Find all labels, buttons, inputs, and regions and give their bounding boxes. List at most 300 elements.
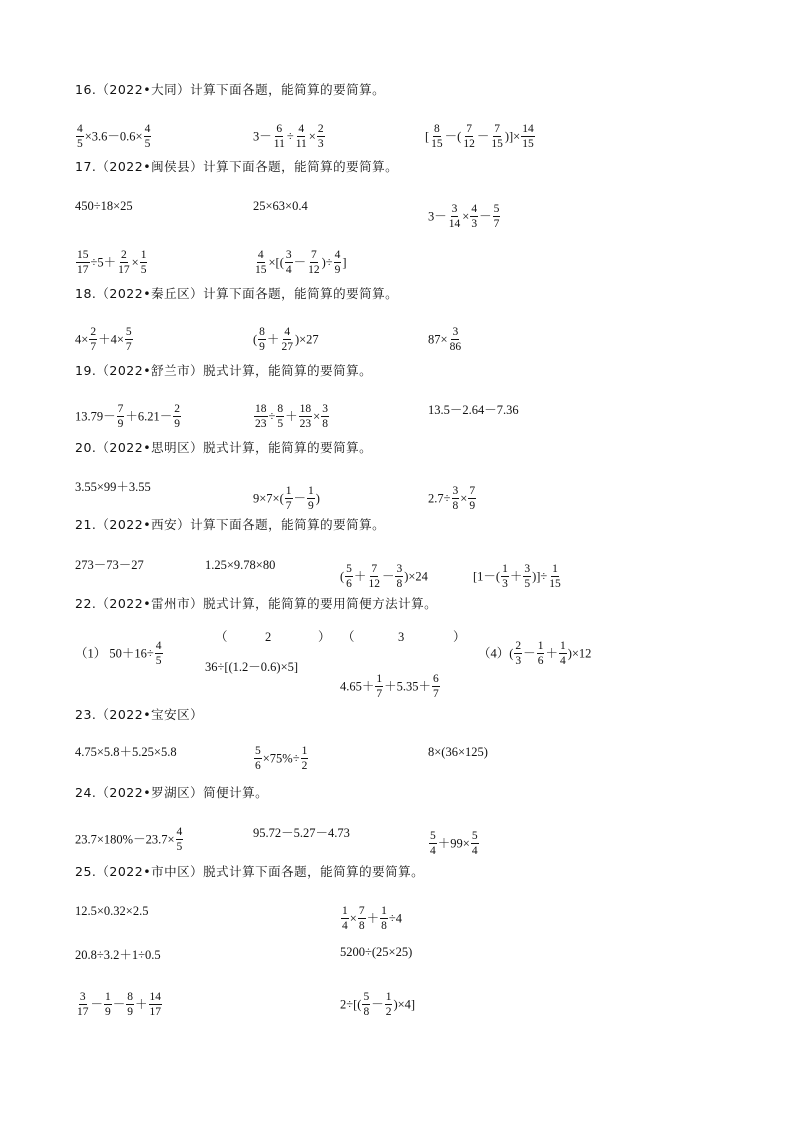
- expression-text: ＋6.21－: [125, 409, 173, 424]
- fraction: [126, 991, 134, 1018]
- expression-text: 25×63×0.4: [253, 198, 308, 213]
- expression-text: （4）(: [478, 646, 514, 661]
- fraction: [395, 563, 403, 590]
- fraction-numerator: 8: [276, 403, 284, 417]
- fraction: [452, 485, 460, 512]
- fraction-denominator: 12: [463, 138, 475, 151]
- expression-text: 20.8÷3.2＋1÷0.5: [75, 947, 161, 962]
- fraction-denominator: 5: [77, 138, 83, 151]
- expression: [75, 403, 182, 430]
- fraction-denominator: 4: [559, 655, 566, 668]
- fraction-numerator: 1: [341, 905, 349, 919]
- expression-text: )×27: [294, 332, 319, 347]
- fraction-denominator: 11: [273, 138, 285, 151]
- fraction-denominator: 5: [140, 264, 147, 277]
- fraction: [548, 563, 562, 590]
- fraction-numerator: 1: [375, 673, 383, 687]
- expression-text: ×: [462, 209, 470, 224]
- fraction-denominator: 3: [471, 218, 478, 231]
- fraction-denominator: 15: [549, 578, 561, 591]
- expression: [253, 403, 330, 430]
- fraction: [149, 991, 163, 1018]
- expression-text: ×: [313, 409, 321, 424]
- fraction: [493, 203, 501, 230]
- expression: [253, 485, 320, 512]
- expression-text: ×75%÷: [262, 751, 300, 766]
- fraction-numerator: 1: [140, 249, 148, 263]
- expression: [75, 991, 163, 1018]
- expression-text: ÷4: [388, 911, 402, 926]
- fraction-denominator: 7: [493, 218, 500, 231]
- fraction-numerator: 8: [433, 123, 441, 137]
- expression-text: )×4]: [393, 997, 416, 1012]
- fraction: [176, 826, 184, 853]
- expression-text: ]: [342, 255, 347, 270]
- fraction-numerator: 5: [471, 830, 479, 844]
- expression-text: 4.75×5.8＋5.25×5.8: [75, 744, 177, 759]
- expression: [425, 123, 536, 150]
- expression-text: 4×: [75, 332, 89, 347]
- expression: [428, 745, 488, 758]
- fraction-denominator: 6: [346, 578, 352, 591]
- fraction: [273, 123, 286, 150]
- problem-24-title: 24.（2022•罗湖区）简便计算。: [75, 785, 269, 800]
- expression: [75, 826, 184, 853]
- fraction-denominator: 12: [308, 264, 320, 277]
- fraction: [321, 403, 329, 430]
- expression-text: 12.5×0.32×2.5: [75, 903, 149, 918]
- expression-text: 4.65＋: [340, 679, 375, 694]
- fraction: [140, 249, 148, 276]
- fraction-denominator: 23: [299, 418, 312, 431]
- fraction-denominator: 9: [334, 264, 341, 277]
- expression: [473, 563, 563, 590]
- expression: [428, 203, 501, 230]
- expression: [75, 123, 152, 150]
- fraction-denominator: 9: [308, 500, 314, 513]
- fraction: [258, 326, 266, 353]
- fraction-denominator: 15: [431, 138, 443, 151]
- fraction-numerator: 1: [285, 485, 293, 499]
- fraction: [470, 203, 478, 230]
- fraction-denominator: 6: [537, 655, 544, 668]
- expression: [428, 485, 477, 512]
- fraction-denominator: 6: [255, 760, 261, 773]
- fraction: [358, 905, 366, 932]
- expression: [253, 326, 319, 353]
- fraction: [76, 991, 90, 1018]
- fraction-numerator: 4: [470, 203, 478, 217]
- fraction-numerator: 7: [468, 485, 476, 499]
- fraction-denominator: 8: [381, 920, 387, 933]
- fraction-numerator: 1: [537, 640, 545, 654]
- expression-text: －: [112, 997, 126, 1012]
- expression-text: ): [315, 491, 320, 506]
- fraction-numerator: 14: [521, 123, 535, 137]
- expression-text: ×: [349, 911, 357, 926]
- expression-text: ＋99×: [437, 836, 470, 851]
- expression-text: 9×7×(: [253, 491, 284, 506]
- expression: [398, 630, 404, 643]
- problem-25-title: 25.（2022•市中区）脱式计算下面各题，能简算的要简算。: [75, 864, 425, 879]
- fraction-denominator: 7: [285, 500, 292, 513]
- fraction-numerator: 5: [254, 745, 262, 759]
- fraction-denominator: 5: [277, 418, 284, 431]
- fraction-numerator: 14: [149, 991, 163, 1005]
- fraction-numerator: 4: [76, 123, 84, 137]
- fraction-denominator: 4: [342, 920, 348, 933]
- fraction: [449, 326, 463, 353]
- expression: [253, 745, 309, 772]
- expression-text: (: [253, 332, 258, 347]
- fraction-denominator: 17: [77, 264, 89, 277]
- fraction-numerator: 4: [297, 123, 305, 137]
- fraction-denominator: 7: [433, 688, 439, 701]
- fraction: [254, 745, 262, 772]
- fraction: [173, 403, 181, 430]
- fraction-numerator: 1: [385, 991, 393, 1005]
- fraction-numerator: 7: [370, 563, 378, 577]
- expression-text: [: [425, 129, 430, 144]
- fraction-denominator: 8: [358, 920, 365, 933]
- fraction: [76, 123, 84, 150]
- fraction-numerator: 8: [258, 326, 266, 340]
- fraction: [317, 123, 325, 150]
- expression: [75, 558, 144, 571]
- fraction-denominator: 2: [301, 760, 308, 773]
- expression-text: ＋: [266, 332, 280, 347]
- expression: [340, 905, 402, 932]
- expression-text: ×3.6－0.6×: [84, 129, 143, 144]
- fraction: [117, 249, 131, 276]
- problem-23-title: 23.（2022•宝安区）: [75, 707, 204, 722]
- fraction: [490, 123, 504, 150]
- expression: [253, 199, 308, 212]
- expression-text: ÷: [268, 409, 276, 424]
- expression-text: ＋: [366, 911, 380, 926]
- expression-text: ×: [308, 129, 316, 144]
- fraction-numerator: 7: [117, 403, 125, 417]
- expression-text: －: [293, 491, 307, 506]
- fraction: [501, 563, 509, 590]
- expression-text: ＋: [285, 409, 298, 424]
- problem-16-title: 16.（2022•大同）计算下面各题，能简算的要简算。: [75, 82, 386, 97]
- fraction: [117, 403, 125, 430]
- fraction-numerator: 5: [345, 563, 353, 577]
- fraction: [521, 123, 535, 150]
- fraction-denominator: 8: [396, 578, 403, 591]
- fraction: [471, 830, 479, 857]
- fraction: [430, 123, 444, 150]
- expression-text: 2.7÷: [428, 491, 451, 506]
- fraction-numerator: 18: [254, 403, 268, 417]
- expression-text: －: [479, 209, 492, 224]
- fraction-numerator: 3: [451, 203, 459, 217]
- fraction-numerator: 4: [257, 249, 265, 263]
- expression-text: 23.7×180%－23.7×: [75, 832, 175, 847]
- expression: [75, 904, 148, 917]
- expression-text: －: [476, 129, 490, 144]
- expression-text: ×[(: [268, 255, 284, 270]
- fraction-denominator: 27: [281, 341, 293, 354]
- fraction: [537, 640, 545, 667]
- fraction: [362, 991, 370, 1018]
- expression-text: 1.25×9.78×80: [205, 557, 276, 572]
- fraction-denominator: 8: [452, 500, 459, 513]
- expression: [75, 480, 151, 493]
- fraction-numerator: 3: [321, 403, 329, 417]
- expression: [342, 630, 355, 643]
- fraction-numerator: 2: [514, 640, 522, 654]
- fraction-numerator: 1: [307, 485, 315, 499]
- fraction-denominator: 15: [491, 138, 503, 151]
- expression-text: ×: [460, 491, 468, 506]
- expression-text: －: [381, 569, 395, 584]
- fraction-numerator: 1: [501, 563, 509, 577]
- expression: [453, 630, 466, 643]
- expression: [265, 630, 271, 643]
- fraction-numerator: 3: [285, 249, 293, 263]
- fraction: [299, 403, 313, 430]
- fraction-numerator: 3: [452, 485, 460, 499]
- expression: [428, 326, 463, 353]
- expression: [428, 830, 480, 857]
- fraction-numerator: 5: [125, 326, 133, 340]
- expression-text: ＋: [353, 569, 367, 584]
- expression: [75, 199, 133, 212]
- fraction-denominator: 23: [255, 418, 267, 431]
- fraction-numerator: 1: [380, 905, 388, 919]
- expression-text: 13.79－: [75, 409, 116, 424]
- fraction-numerator: 6: [432, 673, 440, 687]
- expression: [318, 630, 331, 643]
- fraction-denominator: 2: [385, 1006, 392, 1019]
- fraction-numerator: 2: [317, 123, 325, 137]
- expression-text: 87×: [428, 332, 448, 347]
- fraction-denominator: 9: [105, 1006, 111, 1019]
- expression-text: 3.55×99＋3.55: [75, 479, 151, 494]
- fraction-denominator: 4: [471, 845, 478, 858]
- expression: [340, 991, 415, 1018]
- fraction-numerator: 1: [551, 563, 559, 577]
- fraction: [307, 249, 321, 276]
- fraction-numerator: 7: [310, 249, 318, 263]
- expression-text: )]×: [504, 129, 521, 144]
- fraction: [89, 326, 97, 353]
- fraction-numerator: 4: [144, 123, 152, 137]
- expression-text: －(: [444, 129, 462, 144]
- fraction: [432, 673, 440, 700]
- expression-text: －: [371, 997, 384, 1012]
- expression: [340, 673, 441, 700]
- expression-text: 13.5－2.64－7.36: [428, 402, 519, 417]
- expression-text: －: [523, 646, 536, 661]
- fraction-numerator: 5: [429, 830, 437, 844]
- fraction: [254, 249, 268, 276]
- fraction: [559, 640, 567, 667]
- fraction-denominator: 15: [255, 264, 267, 277]
- expression-text: 5200÷(25×25): [340, 944, 413, 959]
- problem-18-title: 18.（2022•秦丘区）计算下面各题，能简算的要简算。: [75, 286, 399, 301]
- fraction: [301, 745, 309, 772]
- fraction: [514, 640, 522, 667]
- fraction-denominator: 7: [125, 341, 132, 354]
- fraction: [254, 403, 268, 430]
- problem-20-title: 20.（2022•思明区）脱式计算，能简算的要简算。: [75, 440, 373, 455]
- expression-text: 36÷[(1.2－0.6)×5]: [205, 659, 299, 674]
- expression-text: 3: [398, 629, 405, 644]
- fraction-numerator: 3: [79, 991, 87, 1005]
- fraction-numerator: 3: [395, 563, 403, 577]
- fraction-numerator: 8: [126, 991, 134, 1005]
- fraction: [285, 485, 293, 512]
- fraction-numerator: 4: [155, 640, 163, 654]
- fraction-denominator: 17: [149, 1006, 162, 1019]
- expression-text: （: [342, 629, 355, 644]
- fraction-denominator: 15: [522, 138, 534, 151]
- expression: [205, 558, 275, 571]
- fraction-denominator: 11: [295, 138, 307, 151]
- expression-text: ＋4×: [98, 332, 124, 347]
- expression-text: ）: [453, 629, 466, 644]
- fraction: [76, 249, 90, 276]
- expression-text: ÷: [286, 129, 294, 144]
- expression: [75, 249, 148, 276]
- fraction-denominator: 7: [90, 341, 97, 354]
- expression: [75, 948, 161, 961]
- fraction-denominator: 5: [176, 841, 183, 854]
- expression-text: 95.72－5.27－4.73: [253, 825, 350, 840]
- expression-text: [1－(: [473, 569, 501, 584]
- fraction-denominator: 3: [515, 655, 522, 668]
- fraction-numerator: 7: [358, 905, 366, 919]
- expression-text: 2: [265, 629, 272, 644]
- fraction: [380, 905, 388, 932]
- fraction-denominator: 5: [144, 138, 151, 151]
- fraction: [295, 123, 308, 150]
- fraction-numerator: 4: [176, 826, 184, 840]
- fraction-denominator: 7: [376, 688, 383, 701]
- fraction-denominator: 9: [174, 418, 181, 431]
- fraction-denominator: 9: [259, 341, 265, 354]
- fraction-numerator: 7: [493, 123, 501, 137]
- expression: [75, 745, 177, 758]
- expression: [75, 326, 134, 353]
- expression-text: 450÷18×25: [75, 198, 133, 213]
- expression-text: ＋: [545, 646, 558, 661]
- fraction: [341, 905, 349, 932]
- expression: [428, 403, 519, 416]
- expression: [340, 563, 428, 590]
- expression: [253, 249, 347, 276]
- fraction-numerator: 2: [173, 403, 181, 417]
- fraction: [280, 326, 294, 353]
- expression: [215, 630, 228, 643]
- fraction-numerator: 2: [89, 326, 97, 340]
- expression: [253, 826, 350, 839]
- fraction: [104, 991, 112, 1018]
- fraction-numerator: 2: [120, 249, 128, 263]
- fraction: [276, 403, 284, 430]
- fraction-numerator: 5: [362, 991, 370, 1005]
- fraction: [155, 640, 163, 667]
- expression-text: ＋5.35＋: [384, 679, 432, 694]
- fraction-denominator: 9: [117, 418, 124, 431]
- fraction-numerator: 18: [299, 403, 313, 417]
- fraction-denominator: 14: [448, 218, 461, 231]
- expression-text: （: [215, 629, 228, 644]
- expression-text: 3－: [253, 129, 272, 144]
- fraction-numerator: 7: [465, 123, 473, 137]
- expression-text: 3－: [428, 209, 447, 224]
- fraction: [468, 485, 476, 512]
- fraction: [144, 123, 152, 150]
- expression: [75, 640, 164, 667]
- expression-text: ＋: [509, 569, 523, 584]
- expression-text: ÷5＋: [90, 255, 117, 270]
- expression-text: )÷: [321, 255, 333, 270]
- problem-22-title: 22.（2022•雷州市）脱式计算，能简算的要用简便方法计算。: [75, 596, 438, 611]
- fraction-numerator: 4: [283, 326, 291, 340]
- fraction-denominator: 5: [524, 578, 531, 591]
- expression-text: )×12: [567, 646, 592, 661]
- fraction-numerator: 5: [493, 203, 501, 217]
- fraction-denominator: 86: [449, 341, 462, 354]
- fraction: [375, 673, 383, 700]
- fraction: [367, 563, 381, 590]
- fraction-denominator: 9: [469, 500, 476, 513]
- expression: [478, 640, 591, 667]
- fraction: [429, 830, 437, 857]
- fraction-denominator: 12: [368, 578, 380, 591]
- expression-text: －: [90, 997, 104, 1012]
- problem-19-title: 19.（2022•舒兰市）脱式计算，能简算的要简算。: [75, 363, 373, 378]
- fraction: [462, 123, 476, 150]
- fraction-denominator: 5: [155, 655, 162, 668]
- fraction-denominator: 9: [127, 1006, 134, 1019]
- expression: [253, 123, 326, 150]
- fraction-denominator: 17: [77, 1006, 89, 1019]
- fraction-denominator: 3: [502, 578, 508, 591]
- fraction-numerator: 1: [104, 991, 112, 1005]
- fraction-denominator: 8: [363, 1006, 370, 1019]
- fraction: [523, 563, 531, 590]
- expression: [340, 945, 412, 958]
- fraction-numerator: 6: [275, 123, 283, 137]
- expression-text: )×24: [404, 569, 428, 584]
- expression-text: （1） 50＋16÷: [75, 646, 154, 661]
- fraction: [125, 326, 133, 353]
- fraction: [385, 991, 393, 1018]
- fraction: [345, 563, 353, 590]
- fraction-numerator: 3: [523, 563, 531, 577]
- expression-text: 2÷[(: [340, 997, 362, 1012]
- fraction: [334, 249, 342, 276]
- fraction: [285, 249, 293, 276]
- fraction-numerator: 4: [334, 249, 342, 263]
- fraction-denominator: 8: [322, 418, 328, 431]
- expression-text: )]÷: [532, 569, 548, 584]
- problem-21-title: 21.（2022•西安）计算下面各题，能简算的要简算。: [75, 517, 386, 532]
- fraction-denominator: 3: [317, 138, 324, 151]
- fraction-numerator: 1: [301, 745, 309, 759]
- expression-text: ＋: [135, 997, 148, 1012]
- fraction-numerator: 1: [559, 640, 567, 654]
- expression-text: 8×(36×125): [428, 744, 488, 759]
- expression-text: ）: [318, 629, 331, 644]
- fraction-denominator: 4: [285, 264, 292, 277]
- problem-17-title: 17.（2022•闽侯县）计算下面各题，能简算的要简算。: [75, 159, 399, 174]
